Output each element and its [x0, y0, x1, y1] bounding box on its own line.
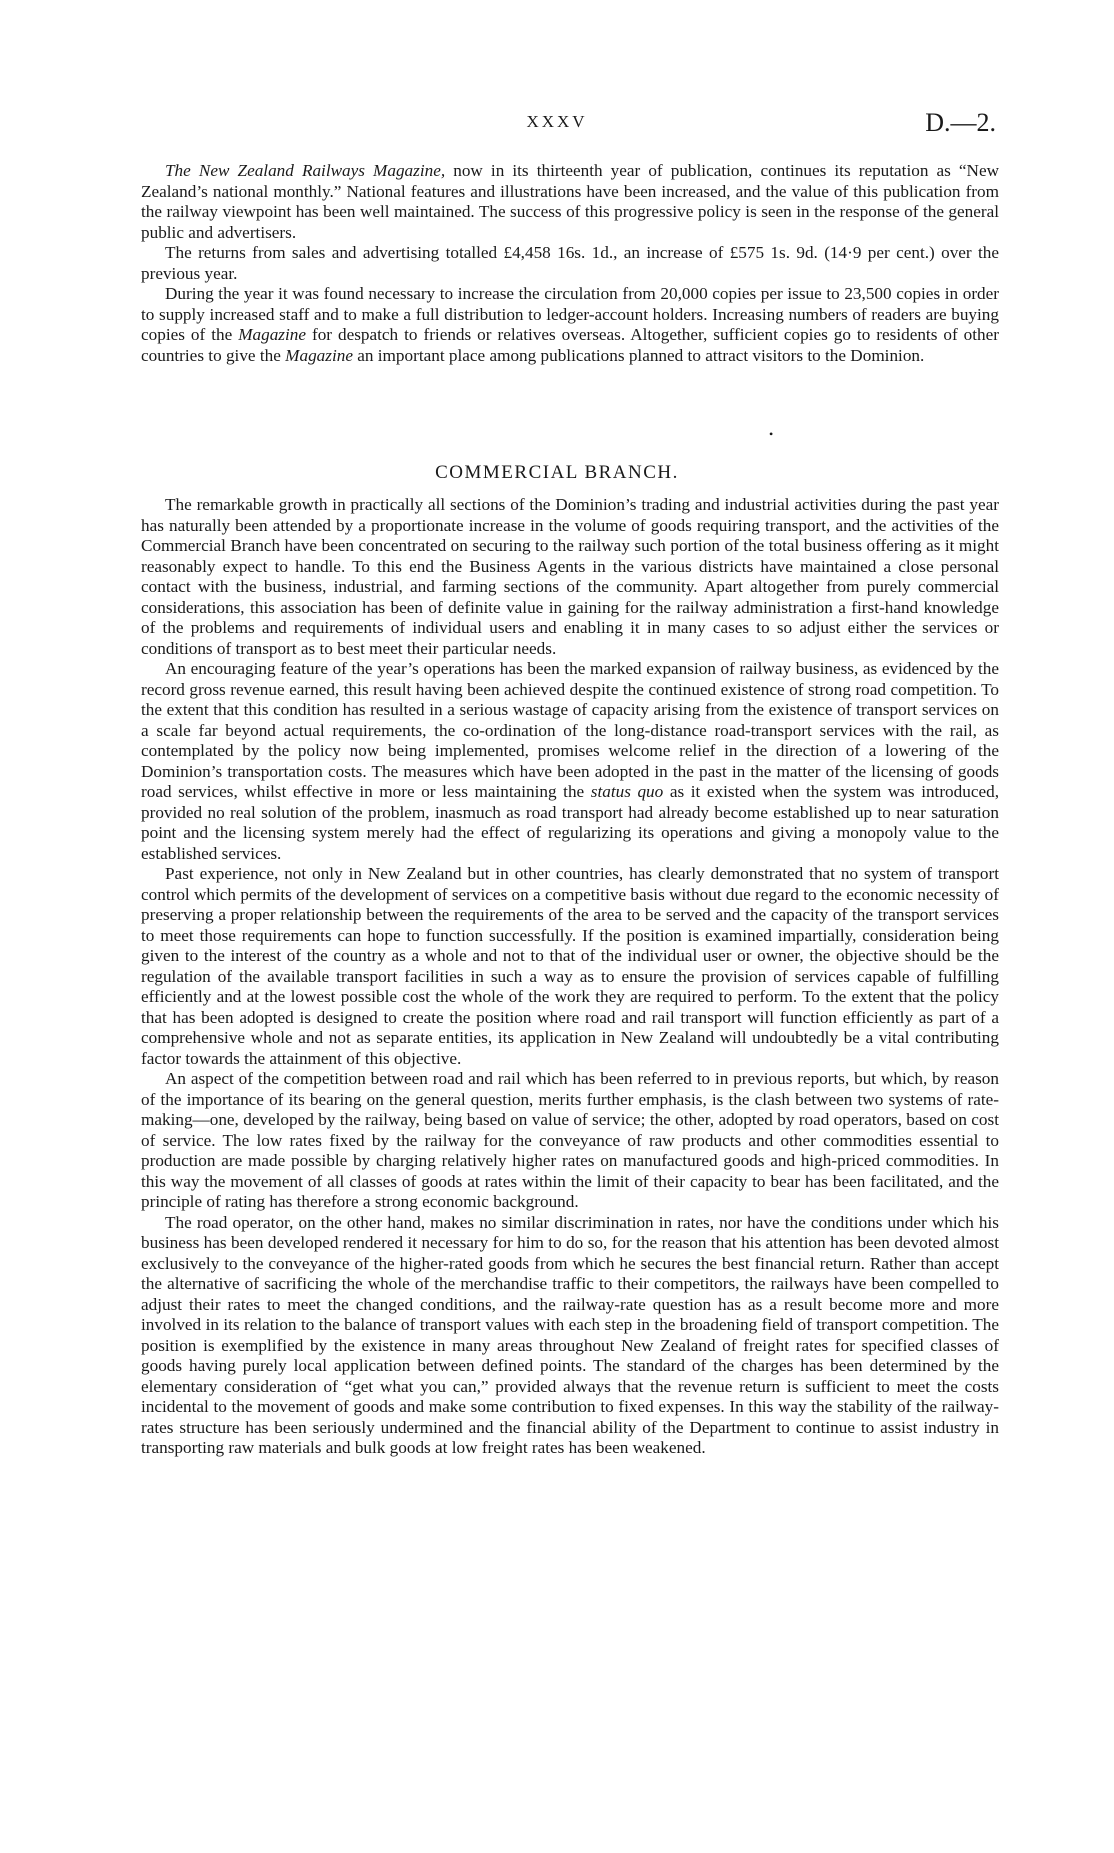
magazine-italic-2: Magazine: [285, 345, 353, 365]
commercial-paragraph-2-part-a: An encouraging feature of the year’s operations has been the marked expansion of railway business, as evidenced by the record gross revenue earned, this result having been achieved despite the continued existence of strong road competition. To the extent that this condition has resulted in a serious wastage of capacity arising from the existence of transport services on a scale far beyond actual requirements, the co-ordination of the long-distance road-transport services with the rail, as contemplated by the policy now being implemented, promises welcome relief in the direction of a lowering of the Dominion’s transportation costs. The measures which have been adopted in the past in the matter of the licensing of goods road services, whilst effective in more or less maintaining the: [141, 659, 999, 801]
page-header: [0, 108, 1114, 138]
magazine-italic-1: Magazine: [238, 325, 306, 344]
commercial-paragraph-1: The remarkable growth in practically all sections of the Dominion’s trading and industrial activities during the past year has naturally been attended by a proportionate increase in the volume of goods requiring transport, and the activities of the Commercial Branch have been concentrated on securing to the railway such portion of the total business offering as it might reasonably expect to handle. To this end the Business Agents in the various districts have maintained a close personal contact with the business, industrial, and farming sections of the community. Apart altogether from purely commercial considerations, this association has been of definite value in gaining for the railway administration a first-hand knowledge of the problems and requirements of individual users and enabling it in many cases to so adjust either the services or conditions of transport as to best meet their particular needs.: [141, 495, 999, 658]
commercial-paragraph-2-part-b: as it existed when the system was introduced, provided no real solution of the problem, inasmuch as road transport had already become established up to near saturation point and the licensing system merely had the effect of regularizing its operations and giving a monopoly value to the established services.: [141, 782, 999, 863]
commercial-paragraph-2: [141, 659, 999, 864]
status-quo-italic: status quo: [590, 782, 664, 801]
document-reference: D.—2.: [925, 108, 996, 137]
magazine-paragraph-3-part-b: for despatch to friends or relatives overseas. Altogether, sufficient copies go to residents of other countries to give the: [141, 325, 999, 365]
section-heading-commercial-branch: COMMERCIAL BRANCH.: [435, 462, 679, 483]
page-number-roman: XXXV: [526, 112, 588, 131]
magazine-paragraph-1: [141, 161, 999, 243]
magazine-title: The New Zealand Railways Magazine,: [165, 161, 446, 180]
magazine-paragraph-1-text: now in its thirteenth year of publication, continues its reputation as “New Zealand’s national monthly.” National features and illustrations have been increased, and the value of this publication from the railway viewpoint has been well maintained. The success of this progressive policy is seen in the response of the general public and advertisers.: [141, 161, 999, 242]
commercial-paragraph-5: The road operator, on the other hand, makes no similar discrimination in rates, nor have the conditions under which his business has been developed rendered it necessary for him to do so, for the reason that his attention has been devoted almost exclusively to the conveyance of the higher-rated goods from which he secures the best financial return. Rather than accept the alternative of sacrificing the whole of the merchandise traffic to their competitors, the railways have been compelled to adjust their rates to meet the changed conditions, and the railway-rate question has as a result become more and more involved in its relation to the balance of transport values with each step in the broadening field of transport competition. The position is exemplified by the existence in many areas throughout New Zealand of freight rates for specified classes of goods having purely local application between defined points. The standard of the charges has been determined by the elementary consideration of “get what you can,” provided always that the revenue return is sufficient to meet the costs incidental to the movement of goods and make some contribution to fixed expenses. In this way the stability of the railway-rates structure has been seriously undermined and the financial ability of the Department to continue to assist industry in transporting raw materials and bulk goods at low freight rates has been weakened.: [141, 1212, 999, 1457]
magazine-paragraph-3-part-c: an important place among publications planned to attract visitors to the Dominion.: [352, 345, 925, 365]
magazine-section: [141, 161, 999, 366]
magazine-paragraph-3: [141, 284, 999, 366]
commercial-section: [141, 495, 999, 1459]
commercial-paragraph-3: Past experience, not only in New Zealand but in other countries, has clearly demonstrated that no system of transport control which permits of the development of services on a competitive basis without due regard to the economic necessity of preserving a proper relationship between the requirements of the area to be served and the capacity of the transport services to meet those requirements can hope to function successfully. If the position is examined impartially, consideration being given to the interest of the country as a whole and not to that of the individual user or owner, the objective should be the regulation of the available transport facilities in such a way as to ensure the provision of services capable of fulfilling efficiently and at the lowest possible cost the whole of the work they are required to perform. To the extent that the policy that has been adopted is designed to create the position where road and rail transport will function efficiently as part of a comprehensive whole and not as separate entities, its application in New Zealand will undoubtedly be a vital contributing factor towards the attainment of this objective.: [141, 864, 999, 1068]
magazine-paragraph-2: The returns from sales and advertising totalled £4,458 16s. 1d., an increase of £575 1s. 9d. (14·9 per cent.) over the previous year.: [141, 243, 999, 283]
stray-mark: •: [769, 427, 774, 441]
commercial-paragraph-4: An aspect of the competition between road and rail which has been referred to in previous reports, but which, by reason of the importance of its bearing on the general question, merits further emphasis, is the clash between two systems of rate-making—one, developed by the railway, being based on value of service; the other, adopted by road operators, based on cost of service. The low rates fixed by the railway for the conveyance of raw products and other commodities essential to production are made possible by charging relatively higher rates on manufactured goods and high-priced commodities. In this way the movement of all classes of goods at rates within the limit of their capacity to bear has been facilitated, and the principle of rating has therefore a strong economic background.: [141, 1069, 999, 1211]
magazine-paragraph-3-part-a: During the year it was found necessary to increase the circulation from 20,000 copies per issue to 23,500 copies in order to supply increased staff and to make a full distribution to ledger-account holders. Increasing numbers of readers are buying copies of the: [141, 284, 999, 344]
